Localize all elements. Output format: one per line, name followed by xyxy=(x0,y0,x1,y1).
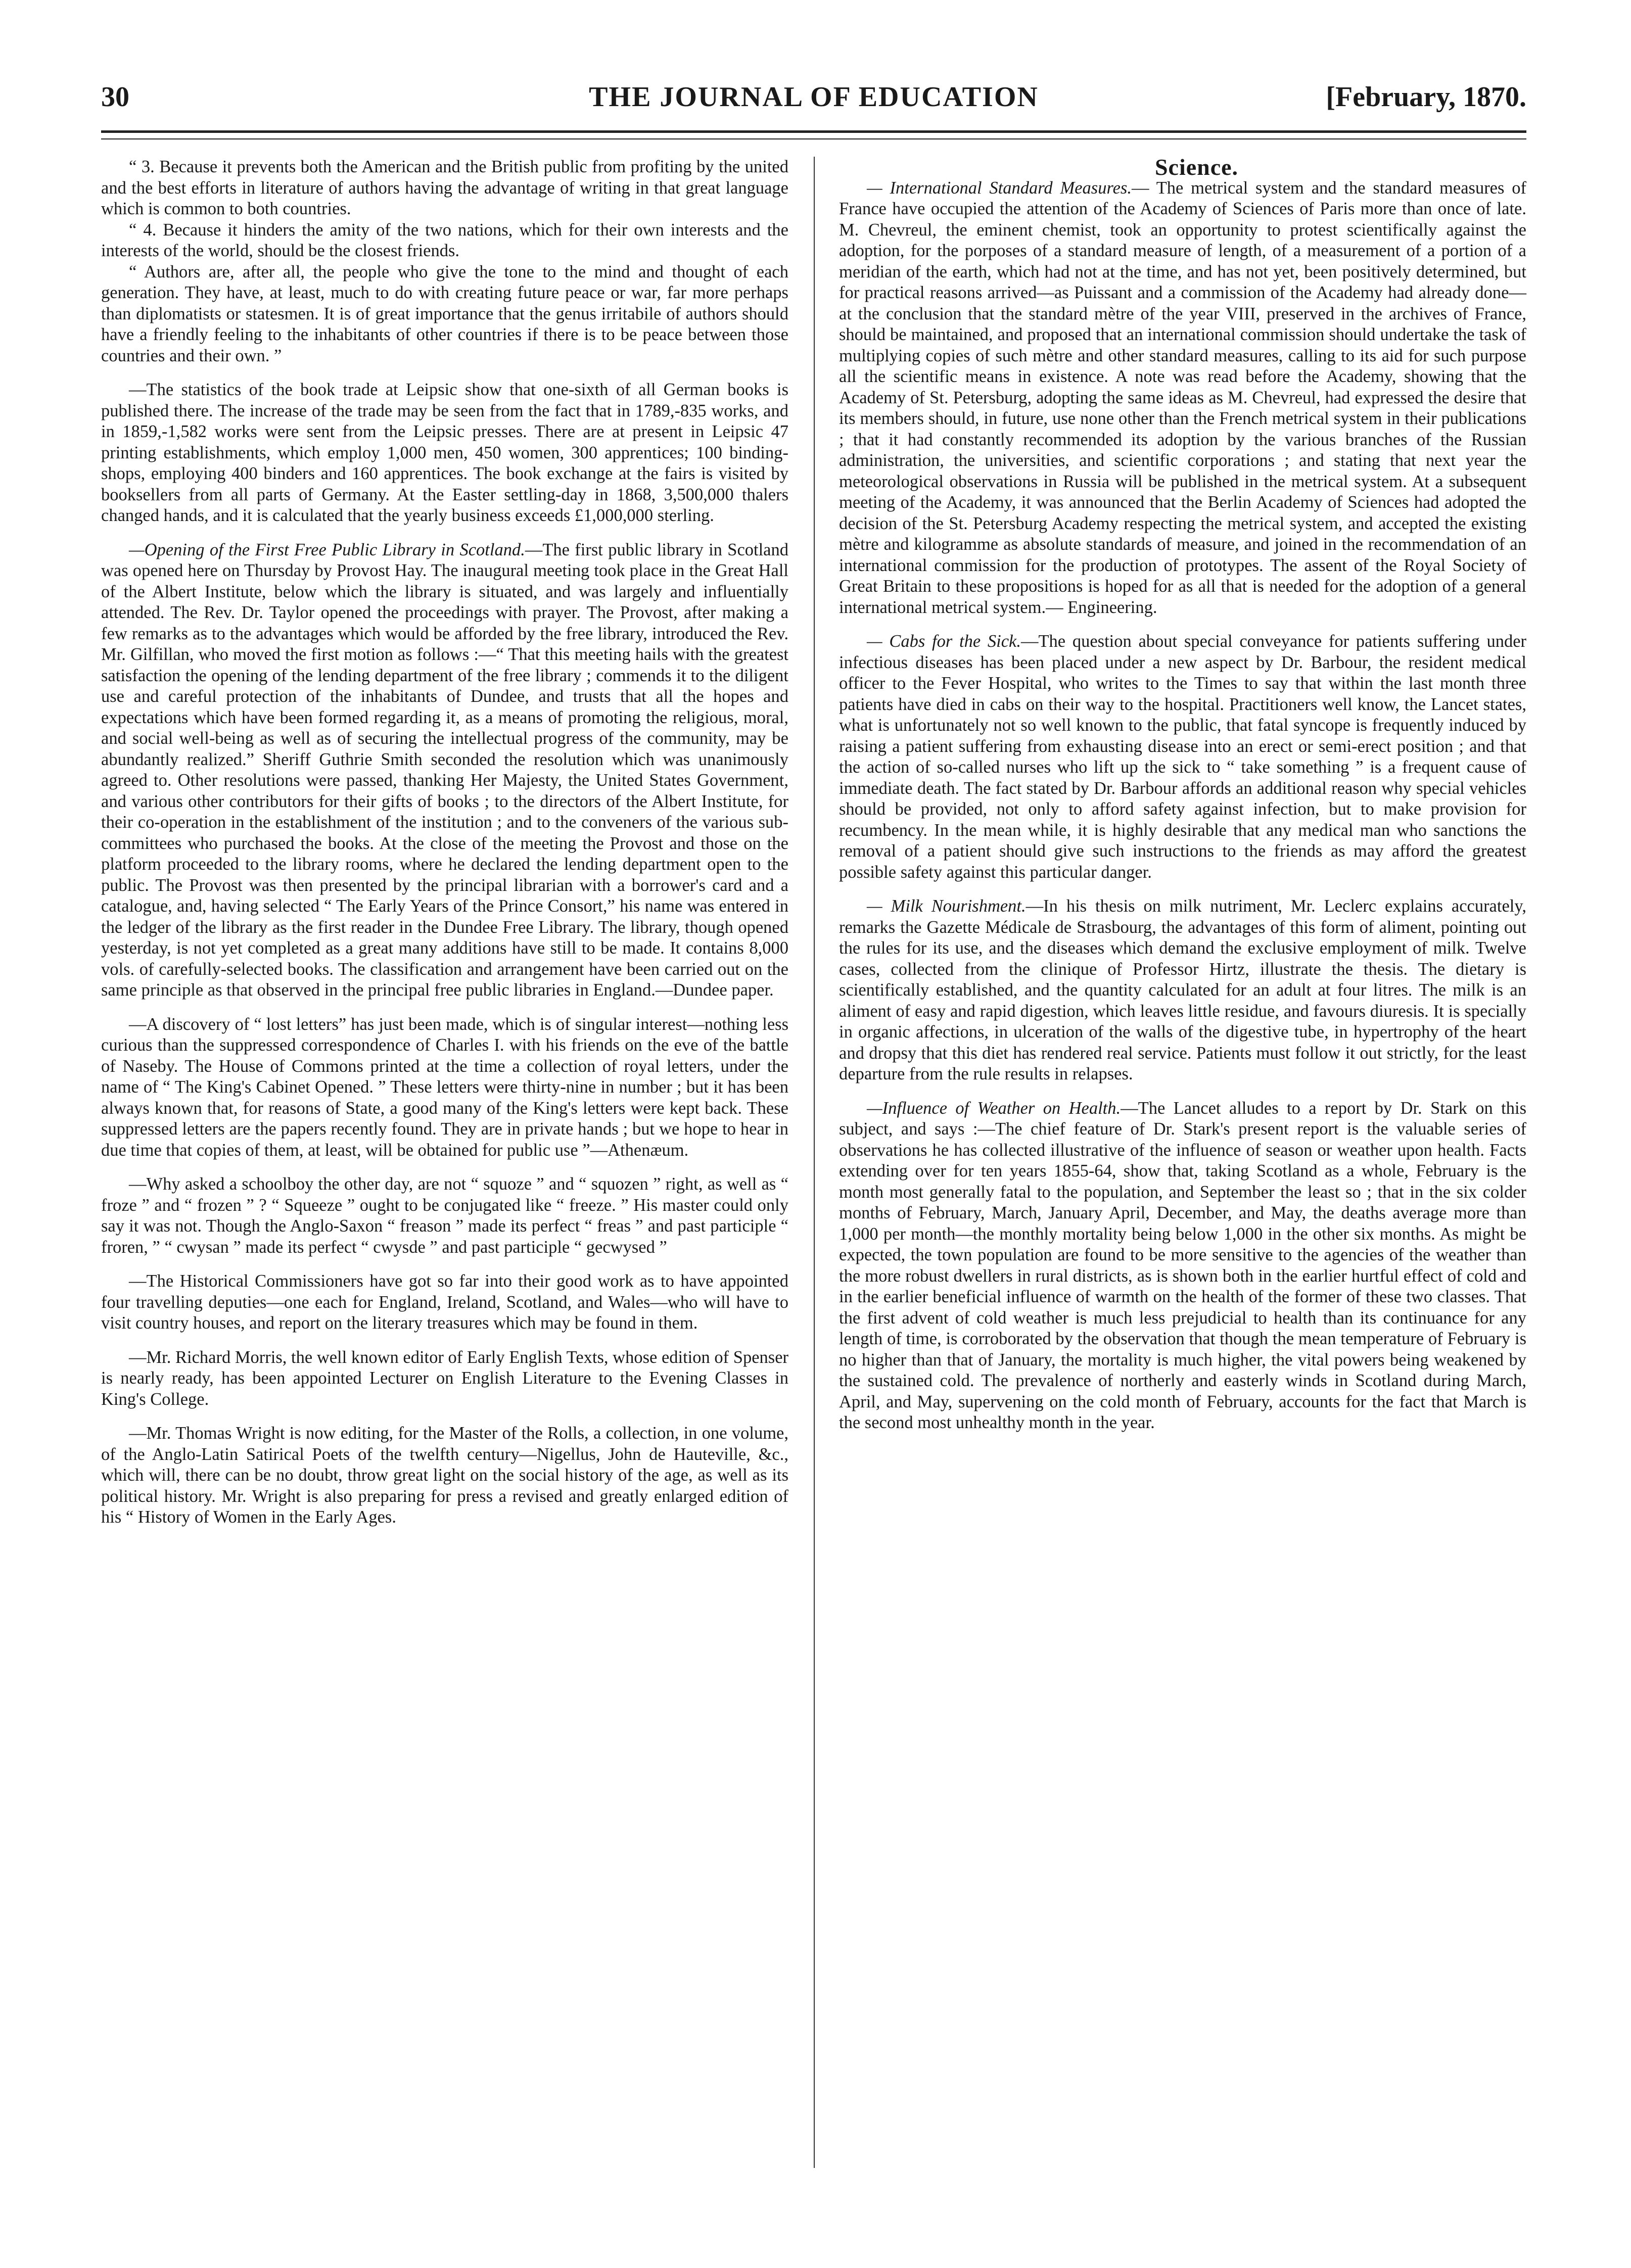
weather-health-text: —The Lancet alludes to a report by Dr. Stark on this subject, and says :—The chief feature of Dr. Stark's present report is the valuable series of observations he has collected illustrative of the influence of season or weather upon health. Facts extending over for ten years 1855-64, show that, taking Scotland as a whole, February is the month most generally fatal to the population, and September the least so ; that in the six colder months of February, March, January April, December, and May, the deaths average more than 1,000 per month—the monthly mortality being below 1,000 in the other six months. As might be expected, the town population are found to be more sensitive to the agencies of the weather than the more robust dwellers in rural districts, as is shown both in the earlier hurtful effect of cold and in the earlier beneficial influence of warmth on the health of the former of these two classes. That the first advent of cold weather is much less prejudicial to health than its continuance for any length of time, is corroborated by the observation that though the mean temperature of February is no higher than that of January, the mortality is much higher, the vital powers being weakened by the sustained cold. The prevalence of northerly and easterly winds in Scotland during March, April, and May, supervening on the cold month of February, accounts for the fact that March is the second most unhealthy month in the year. xyxy=(839,1098,1527,1432)
science-section-heading: Science. xyxy=(1154,154,1239,180)
header-rule-thick xyxy=(101,130,1526,133)
copyright-argument-3: “ 3. Because it prevents both the American and the British public from profiting by the united and the best efforts in literature of authors having the advantage of writing in that great language which is common to both countries. xyxy=(101,157,788,218)
journal-page xyxy=(101,76,1526,2188)
issue-date: [February, 1870. xyxy=(1326,81,1526,113)
right-column xyxy=(839,154,1527,1434)
richard-morris-item: —Mr. Richard Morris, the well known editor of Early English Texts, whose edition of Spenser is nearly ready, has been appointed Lecturer on English Literature to the Evening Classes in King's College. xyxy=(101,1347,788,1409)
copyright-argument-4: “ 4. Because it hinders the amity of the two nations, which for their own interests and the interests of the world, should be the closest friends. xyxy=(101,220,788,260)
historical-commissioners-item: —The Historical Commissioners have got so far into their good work as to have appointed four travelling deputies—one each for England, Ireland, Scotland, and Wales—who will have to visit country houses, and report on the literary treasures which may be found in them. xyxy=(101,1271,788,1333)
article-columns xyxy=(101,154,1527,2188)
column-divider xyxy=(814,157,815,2168)
dundee-library-text: —The first public library in Scotland was opened here on Thursday by Provost Hay. The inaugural meeting took place in the Great Hall of the Albert Institute, below which the library is situated, and was largely and influentially attended. The Rev. Dr. Taylor opened the proceedings with prayer. The Provost, after making a few remarks as to the advantages which would be afforded by the free library, introduced the Rev. Mr. Gilfillan, who moved the first motion as follows :—“ That this meeting hails with the greatest satisfaction the opening of the lending department of the free library ; commends it to the diligent use and careful protection of the inhabitants of Dundee, and trusts that all the hopes and expectations which have been formed regarding it, as a means of promoting the religious, moral, and social well-being as well as of securing the intellectual progress of the community, may be abundantly realized.” Sheriff Guthrie Smith seconded the resolution which was unanimously agreed to. Other resolutions were passed, thanking Her Majesty, the United States Government, and various other contributors for their gifts of books ; to the directors of the Albert Institute, for their co-operation in the establishment of the institution ; and to the conveners of the various sub-committees who purchased the books. At the close of the meeting the Provost and those on the platform proceeded to the library rooms, where he declared the lending department open to the public. The Provost was then presented by the principal librarian with a borrower's card and a catalogue, and, having selected “ The Early Years of the Prince Consort,” his name was entered in the ledger of the library as the first reader in the Dundee Free Library. The library, though opened yesterday, is not yet completed as a great many additions have still to be made. It contains 8,000 vols. of carefully-selected books. The classification and arrangement have been carried out on the same principle as that observed in the principal free public libraries in England.—Dundee paper. xyxy=(101,540,788,1000)
cabs-for-sick-heading: — Cabs for the Sick. xyxy=(867,632,1021,651)
dundee-library-item xyxy=(101,540,788,1001)
header-rule-thin xyxy=(101,138,1526,139)
leipsic-book-trade-item: —The statistics of the book trade at Leipsic show that one-sixth of all German books is published there. The increase of the trade may be seen from the fact that in 1789,-835 works, and in 1859,-1,582 works were sent from the Leipsic presses. There are at present in Leipsic 47 printing establishments, which employ 1,000 men, 450 women, 300 apprentices; 100 binding-shops, employing 400 binders and 160 apprentices. The book exchange at the fairs is visited by booksellers from all parts of Germany. At the Easter settling-day in 1868, 3,500,000 thalers changed hands, and it is calculated that the yearly business exceeds £1,000,000 sterling. xyxy=(101,380,788,525)
authors-quote: “ Authors are, after all, the people who give the tone to the mind and thought of each generation. They have, at least, much to do with creating future peace or war, far more perhaps than diplomatists or statesmen. It is of great importance that the genus irritabile of authors should have a friendly feeling to the inhabitants of other countries if there is to be peace between those countries and their own. ” xyxy=(101,262,788,365)
page-header xyxy=(101,76,1526,126)
page-number: 30 xyxy=(101,81,129,113)
left-column xyxy=(101,157,788,1528)
squoze-item: —Why asked a schoolboy the other day, are not “ squoze ” and “ squozen ” right, as well as “ froze ” and “ frozen ” ? “ Squeeze ” ought to be conjugated like “ freeze. ” His master could only say it was not. Though the Anglo-Saxon “ freason ” made its perfect “ freas ” and past participle “ froren, ” “ cwysan ” made its perfect “ cwysde ” and past participle “ gecwysed ” xyxy=(101,1174,788,1257)
milk-nourishment-item xyxy=(839,896,1526,1085)
weather-health-heading: —Influence of Weather on Health. xyxy=(867,1098,1121,1118)
standard-measures-heading: — International Standard Measures. xyxy=(867,178,1132,198)
milk-nourishment-heading: — Milk Nourishment. xyxy=(867,896,1026,916)
lost-letters-item: —A discovery of “ lost letters” has just been made, which is of singular interest—nothing less curious than the suppressed correspondence of Charles I. with his friends on the eve of the battle of Naseby. The House of Commons printed at the time a collection of royal letters, under the name of “ The King's Cabinet Opened. ” These letters were thirty-nine in number ; but it has been always known that, for reasons of State, a good many of the King's letters were kept back. These suppressed letters are the papers recently found. They are in private hands ; but we hope to hear in due time that copies of them, at least, will be obtained for public use ”—Athenæum. xyxy=(101,1014,788,1160)
dundee-library-heading: —Opening of the First Free Public Library in Scotland. xyxy=(129,540,525,559)
thomas-wright-item: —Mr. Thomas Wright is now editing, for the Master of the Rolls, a collection, in one volume, of the Anglo-Latin Satirical Poets of the twelfth century—Nigellus, John de Hauteville, &c., which will, there can be no doubt, throw great light on the social history of the age, as well as its political history. Mr. Wright is also preparing for press a revised and greatly enlarged edition of his “ History of Women in the Early Ages. xyxy=(101,1424,788,1527)
standard-measures-item xyxy=(839,178,1526,619)
cabs-for-sick-text: —The question about special conveyance for patients suffering under infectious diseases has been placed under a new aspect by Dr. Barbour, the resident medical officer to the Fever Hospital, who writes to the Times to say that within the last month three patients have died in cabs on their way to the hospital. Practitioners well know, the Lancet states, what is unfortunately not so well known to the public, that fatal syncope is frequently induced by raising a patient suffering from exhausting disease into an erect or semi-erect position ; and that the action of so-called nurses who lift up the sick to “ take something ” is a frequent cause of immediate death. The fact stated by Dr. Barbour affords an additional reason why special vehicles should be provided, not only to afford safety against infection, but to make provision for recumbency. In the mean while, it is highly desirable that any medical man who sanctions the removal of a patient should give such instructions to the friends as may afford the greatest possible safety against this particular danger. xyxy=(839,632,1527,882)
journal-title: THE JOURNAL OF EDUCATION xyxy=(589,81,1039,113)
milk-nourishment-text: —In his thesis on milk nutriment, Mr. Leclerc explains accurately, remarks the Gazette Médicale de Strasbourg, the advantages of this form of aliment, pointing out the rules for its use, and the diseases which demand the exclusive employment of milk. Twelve cases, collected from the clinique of Professor Hirtz, illustrate the thesis. The dietary is scientifically established, and the quantity calculated for an adult at four litres. The milk is an aliment of easy and rapid digestion, which leaves little residue, and favours diuresis. It is specially in organic affections, in ulceration of the walls of the digestive tube, in hypertrophy of the heart and dropsy that this diet has rendered real service. Patients must follow it out strictly, for the least departure from the rule results in relapses. xyxy=(839,896,1526,1083)
standard-measures-text: — The metrical system and the standard measures of France have occupied the attention of the Academy of Sciences of Paris more than once of late. M. Chevreul, the eminent chemist, took an opportunity to protest scientifically against the adoption, for the porposes of a standard measure of length, of a measurement of a portion of a meridian of the earth, which had not at the time, and has not yet, been positively determined, but for practical reasons arrived—as Puissant and a commission of the Academy had already done—at the conclusion that the standard mètre of the year VIII, preserved in the archives of France, should be maintained, and proposed that an international commission should undertake the task of multiplying copies of such mètre and other standard measures, calling to its aid for such purpose all the scientific means in existence. A note was read before the Academy, showing that the Academy of St. Petersburg, adopting the same ideas as M. Chevreul, had expressed the desire that its members should, in future, use none other than the French metrical system in their publications ; that it had constantly recommended its adoption by the various branches of the Russian administration, the universities, and scientific corporations ; and stating that next year the meteorological observations in Russia will be published in the metrical system. At a subsequent meeting of the Academy, it was announced that the Berlin Academy of Sciences had adopted the decision of the St. Petersburg Academy respecting the metrical system, and accepted the existing mètre and kilogramme as absolute standards of measure, and joined in the recommendation of an international commission for the production of prototypes. The assent of the Royal Society of Great Britain to these propositions is hoped for as all that is needed for the adoption of a general international metrical system.— Engineering. xyxy=(839,178,1526,617)
cabs-for-sick-item xyxy=(839,631,1526,883)
weather-health-item xyxy=(839,1098,1526,1434)
